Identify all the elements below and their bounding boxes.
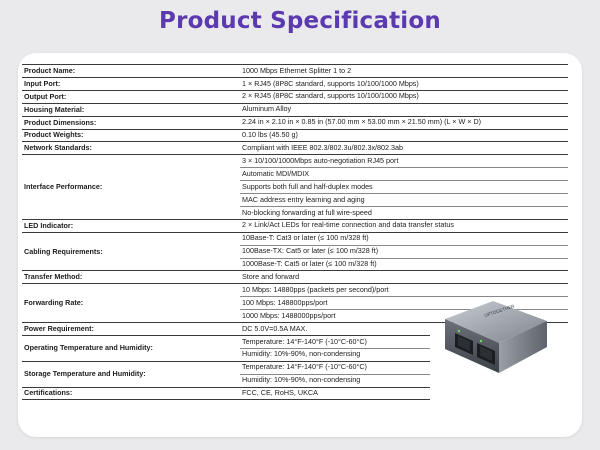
spec-label: Operating Temperature and Humidity:: [24, 343, 153, 353]
spec-label: Product Dimensions:: [24, 117, 97, 127]
spec-label: Storage Temperature and Humidity:: [24, 369, 146, 379]
spec-value: 0.10 lbs (45.50 g): [242, 130, 298, 140]
spec-label: Input Port:: [24, 78, 61, 88]
spec-value: 2 × Link/Act LEDs for real-time connection and data transfer status: [242, 220, 454, 230]
spec-label: Forwarding Rate:: [24, 298, 84, 308]
spec-value: FCC, CE, RoHS, UKCA: [242, 388, 318, 398]
row-rule: [22, 399, 430, 400]
spec-value: 100Base-TX: Cat5 or later (≤ 100 m/328 ft): [242, 246, 379, 256]
spec-label: Power Requirement:: [24, 323, 94, 333]
spec-label: Cabling Requirements:: [24, 246, 103, 256]
spec-value: 1000 Mbps: 1488000pps/port: [242, 310, 336, 320]
spec-value: 100 Mbps: 148800pps/port: [242, 297, 328, 307]
spec-label: Product Name:: [24, 65, 76, 75]
spec-label: Certifications:: [24, 388, 73, 398]
spec-label: Housing Material:: [24, 104, 85, 114]
spec-label: Network Standards:: [24, 143, 92, 153]
spec-value: 3 × 10/100/1000Mbps auto-negotiation RJ45 port: [242, 155, 399, 165]
spec-value: Aluminum Alloy: [242, 104, 292, 114]
row-rule: [22, 361, 430, 362]
spec-value: Humidity: 10%-90%, non-condensing: [242, 375, 361, 385]
spec-value: 2 × RJ45 (8P8C standard, supports 10/100/1000 Mbps): [242, 91, 419, 101]
product-brand-label: UPTOGETHER: [483, 303, 515, 318]
spec-label: Transfer Method:: [24, 272, 83, 282]
spec-value: 10Base-T: Cat3 or later (≤ 100 m/328 ft): [242, 233, 369, 243]
spec-label: LED Indicator:: [24, 220, 74, 230]
product-image: [415, 285, 555, 380]
spec-value: 2.24 in × 2.10 in × 0.85 in (57.00 mm × 53.00 mm × 21.50 mm) (L × W × D): [242, 117, 482, 127]
spec-label: Interface Performance:: [24, 182, 103, 192]
page-title: Product Specification: [159, 8, 441, 34]
spec-value: Store and forward: [242, 272, 300, 281]
spec-value: Automatic MDI/MDIX: [242, 168, 310, 178]
spec-value: MAC address entry learning and aging: [242, 194, 365, 204]
row-rule: [22, 335, 430, 336]
spec-value: Temperature: 14°F-140°F (-10°C-60°C): [242, 362, 367, 372]
spec-value: Humidity: 10%-90%, non-condensing: [242, 349, 361, 359]
spec-value: 1 × RJ45 (8P8C standard, supports 10/100/1000 Mbps): [242, 78, 419, 88]
spec-value: Supports both full and half-duplex modes: [242, 181, 373, 191]
spec-label: Output Port:: [24, 91, 67, 101]
spec-value: 10 Mbps: 14880pps (packets per second)/port: [242, 284, 389, 294]
spec-value: 1000 Mbps Ethernet Splitter 1 to 2: [242, 65, 352, 75]
spec-value: Compliant with IEEE 802.3/802.3u/802.3x/802.3ab: [242, 143, 404, 152]
spec-value: DC 5.0V=0.5A MAX.: [242, 323, 308, 333]
row-rule: [22, 103, 568, 104]
row-rule: [22, 387, 430, 388]
spec-value: 1000Base-T: Cat5 or later (≤ 100 m/328 ft): [242, 259, 377, 269]
spec-label: Product Weights:: [24, 130, 84, 140]
spec-value: Temperature: 14°F-140°F (-10°C-60°C): [242, 336, 367, 346]
spec-value: No-blocking forwarding at full wire-speed: [242, 207, 372, 217]
